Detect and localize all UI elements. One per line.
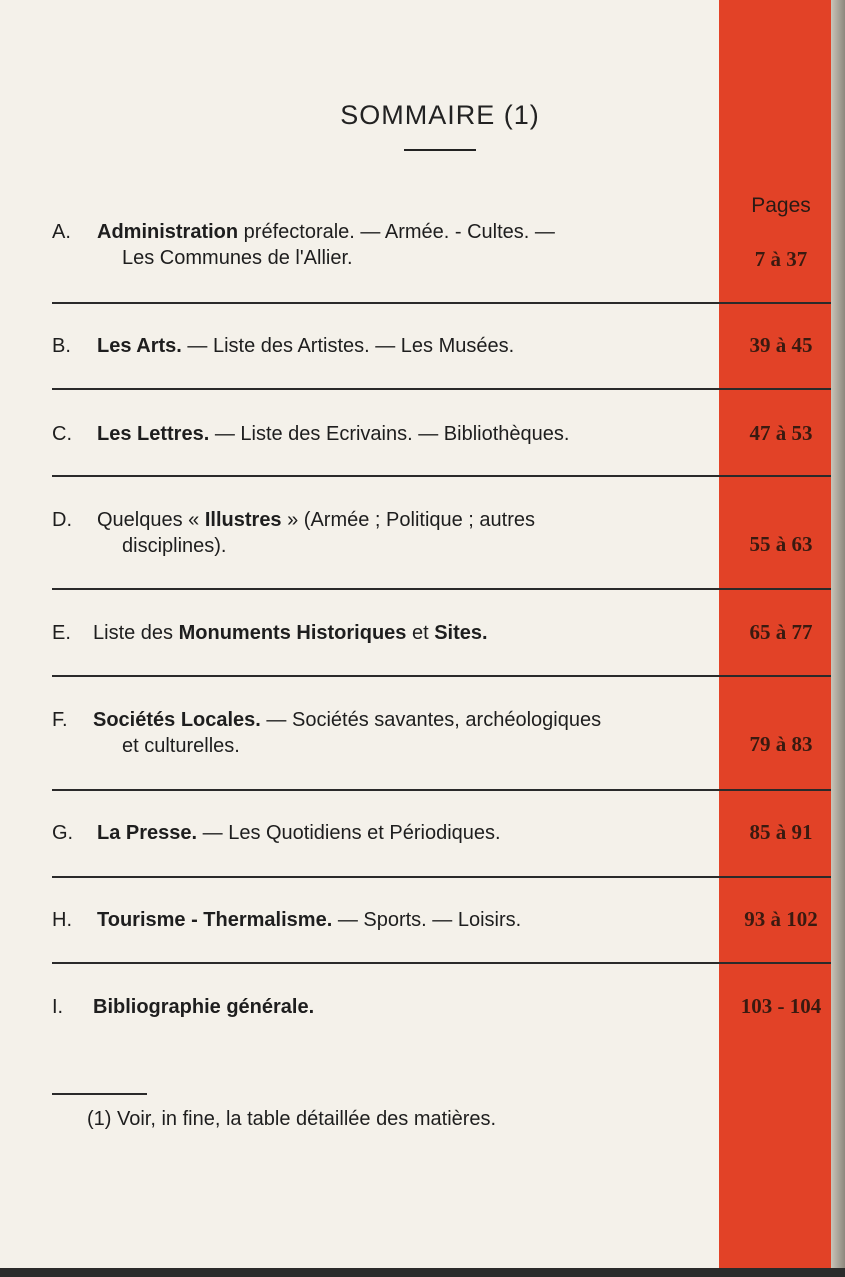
entry-mid: et bbox=[406, 622, 435, 644]
entry-rest: — Liste des Artistes. — Les Musées. bbox=[181, 335, 515, 357]
entry-text bbox=[97, 421, 717, 447]
entry-rest: — Sociétés savantes, archéologiques bbox=[260, 709, 602, 731]
entry-bold: Administration bbox=[97, 221, 239, 243]
page-range-a: 7 à 37 bbox=[754, 247, 808, 271]
entry-letter: F. bbox=[52, 709, 68, 731]
page-range-i: 103 - 104 bbox=[740, 994, 822, 1018]
page-range-g: 85 à 91 bbox=[749, 820, 813, 844]
entry-bold: Tourisme - Thermalisme. bbox=[97, 909, 333, 931]
entry-bold: Monuments Historiques bbox=[178, 622, 407, 644]
page-range-c: 47 à 53 bbox=[749, 421, 813, 445]
title-rule bbox=[404, 149, 476, 151]
entry-bold: Bibliographie générale. bbox=[93, 996, 315, 1018]
entry-continuation: disciplines). bbox=[122, 535, 227, 557]
entry-letter: B. bbox=[52, 335, 71, 357]
divider-rule bbox=[52, 675, 831, 677]
entry-continuation: Les Communes de l'Allier. bbox=[122, 247, 353, 269]
footnote: (1) Voir, in fine, la table détaillée des matières. bbox=[87, 1108, 497, 1130]
entry-letter: C. bbox=[52, 423, 72, 445]
entry-text bbox=[97, 219, 717, 245]
page-range-h: 93 à 102 bbox=[744, 907, 818, 931]
entry-prefix: Quelques « bbox=[97, 509, 205, 531]
entry-letter: A. bbox=[52, 221, 71, 243]
entry-text bbox=[97, 333, 717, 359]
divider-rule bbox=[52, 962, 831, 964]
entry-text bbox=[97, 820, 717, 846]
page-range-f: 79 à 83 bbox=[749, 732, 813, 756]
entry-bold: Les Lettres. bbox=[97, 423, 210, 445]
entry-text bbox=[97, 907, 717, 933]
entry-letter: D. bbox=[52, 509, 72, 531]
entry-bold-2: Sites. bbox=[434, 622, 488, 644]
entry-letter: H. bbox=[52, 909, 72, 931]
entry-bold: La Presse. bbox=[97, 822, 198, 844]
entry-letter: I. bbox=[52, 996, 64, 1018]
entry-letter: G. bbox=[52, 822, 74, 844]
entry-letter: E. bbox=[52, 622, 71, 644]
divider-rule bbox=[52, 302, 831, 304]
divider-rule bbox=[52, 388, 831, 390]
entry-prefix: Liste des bbox=[93, 622, 179, 644]
footnote-rule bbox=[52, 1093, 147, 1095]
page-range-b: 39 à 45 bbox=[749, 333, 813, 357]
entry-text bbox=[93, 620, 713, 646]
divider-rule bbox=[52, 475, 831, 477]
entry-continuation: et culturelles. bbox=[122, 735, 240, 757]
page-range-e: 65 à 77 bbox=[749, 620, 813, 644]
entry-rest: — Liste des Ecrivains. — Bibliothèques. bbox=[209, 423, 570, 445]
page-title: SOMMAIRE (1) bbox=[340, 100, 540, 130]
entry-bold: Les Arts. bbox=[97, 335, 182, 357]
entry-rest: préfectorale. — Armée. - Cultes. — bbox=[238, 221, 555, 243]
entry-text bbox=[93, 707, 713, 733]
entry-text bbox=[93, 994, 713, 1020]
entry-rest: » (Armée ; Politique ; autres bbox=[281, 509, 536, 531]
entry-bold: Illustres bbox=[204, 509, 282, 531]
entry-rest: — Les Quotidiens et Périodiques. bbox=[197, 822, 501, 844]
entry-bold: Sociétés Locales. bbox=[93, 709, 261, 731]
divider-rule bbox=[52, 588, 831, 590]
bottom-edge bbox=[0, 1268, 845, 1277]
page-range-d: 55 à 63 bbox=[749, 532, 813, 556]
entry-text bbox=[97, 507, 717, 533]
entry-rest: — Sports. — Loisirs. bbox=[332, 909, 522, 931]
pages-header: Pages bbox=[751, 194, 811, 217]
divider-rule bbox=[52, 876, 831, 878]
divider-rule bbox=[52, 789, 831, 791]
